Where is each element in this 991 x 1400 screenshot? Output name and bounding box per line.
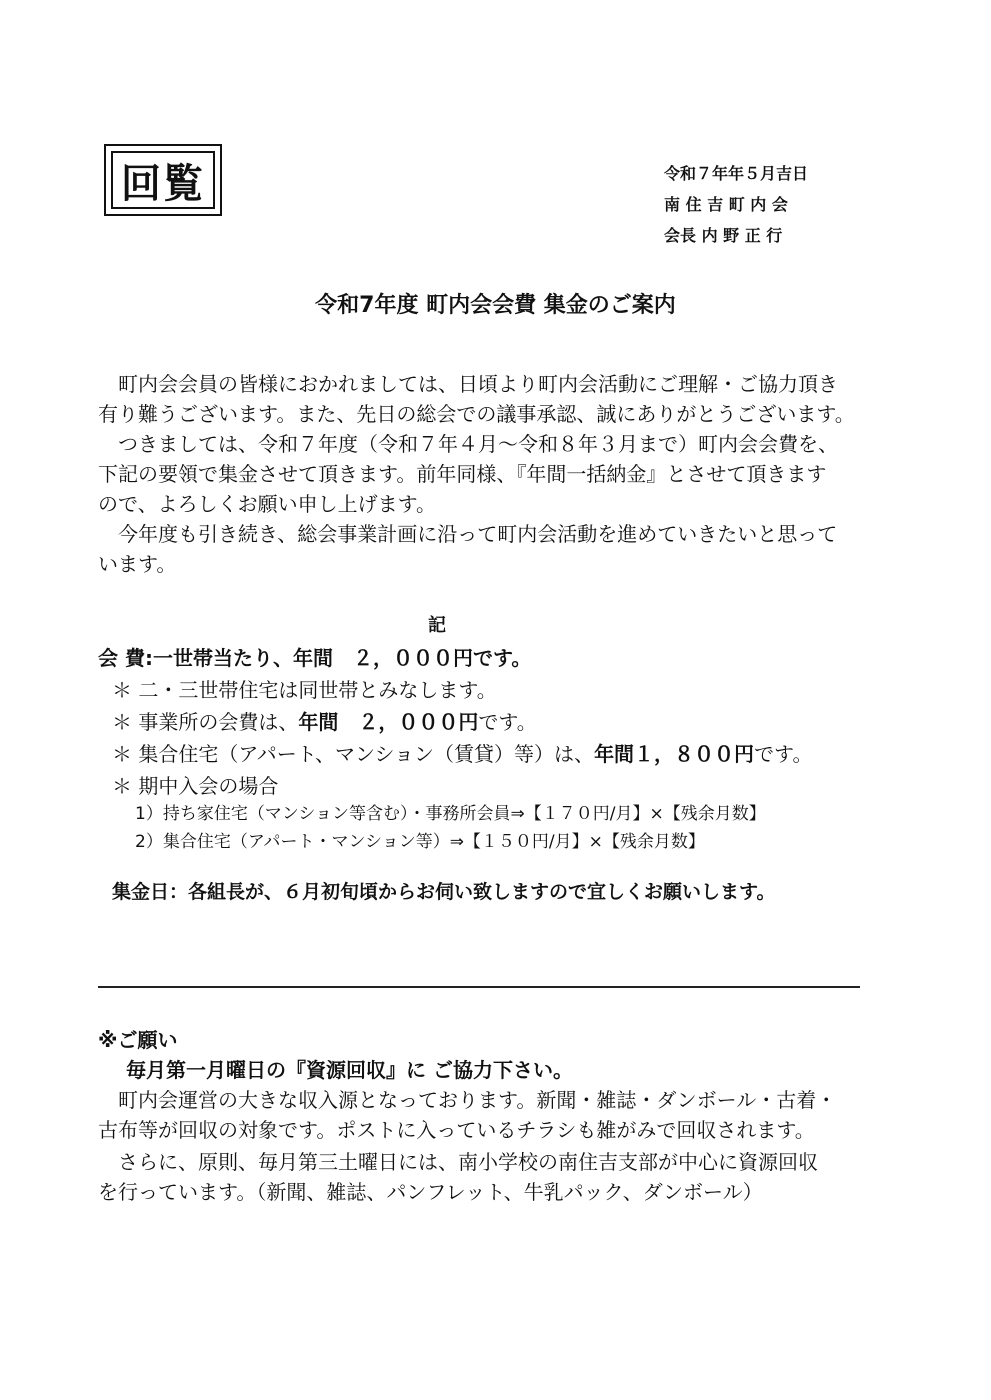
request-heading: ※ご願い [98, 1028, 178, 1052]
request-line: 古布等が回収の対象です。ポストに入っているチラシも雑がみで回収されます。 [98, 1118, 815, 1142]
fee-note-apartment-label: ＊ 集合住宅（アパート、マンション（賃貸）等）は、 [112, 742, 595, 766]
intro-line: 下記の要領で集金させて頂きます。前年同様、『年間一括納金』とさせて頂きます [98, 462, 827, 486]
section-divider [98, 986, 860, 988]
fee-note-office-label: ＊ 事業所の会費は、 [112, 710, 299, 734]
fee-note-office-suffix: です。 [478, 710, 537, 734]
president-name: 会長 内 野 正 行 [664, 226, 783, 245]
request-line: を行っています。（新聞、雑誌、パンフレット、牛乳パック、ダンボール） [98, 1180, 763, 1204]
intro-line: ので、よろしくお願い申し上げます。 [98, 492, 436, 516]
request-subheading: 毎月第一月曜日の『資源回収』に ご協力下さい。 [126, 1058, 573, 1082]
fee-note-multigeneration: ＊ 二・三世帯住宅は同世帯とみなします。 [112, 678, 497, 702]
fee-midterm-owner: 1）持ち家住宅（マンション等含む）・事務所会員⇒【１７０円/月】×【残余月数】 [135, 804, 766, 824]
issue-date: 令和７年年５月吉日 [664, 164, 809, 183]
collection-day: 集金日：各組長が、６月初旬頃からお伺い致しますので宜しくお願いします。 [112, 881, 776, 903]
fee-note-apartment-suffix: です。 [754, 742, 813, 766]
fee-note-apartment [112, 740, 812, 768]
fee-note-office [112, 708, 537, 736]
document-title: 令和7年度 町内会会費 集金のご案内 [315, 293, 676, 318]
fee-main: 会 費:一世帯当たり、年間 ２，０００円です。 [98, 646, 532, 670]
intro-line: 有り難うございます。また、先日の総会での議事承認、誠にありがとうございます。 [98, 402, 855, 426]
ki-heading: 記 [428, 615, 446, 636]
intro-line: 今年度も引き続き、総会事業計画に沿って町内会活動を進めていきたいと思って [118, 522, 838, 546]
fee-midterm-apartment: 2）集合住宅（アパート・マンション等）⇒【１５０円/月】×【残余月数】 [135, 832, 705, 852]
request-line: 町内会運営の大きな収入源となっております。新聞・雑誌・ダンボール・古着・ [118, 1088, 837, 1112]
fee-note-office-amount: 年間 ２，０００円 [298, 710, 479, 734]
fee-note-apartment-amount: 年間１，８００円 [594, 742, 755, 766]
header-block [664, 158, 808, 251]
fee-note-midterm: ＊ 期中入会の場合 [112, 774, 279, 798]
circular-stamp [104, 144, 222, 216]
request-line: さらに、原則、毎月第三土曜日には、南小学校の南住吉支部が中心に資源回収 [118, 1150, 818, 1174]
organization-name: 南 住 吉 町 内 会 [664, 195, 788, 214]
intro-line: います。 [98, 552, 177, 576]
stamp-label: 回覧 [111, 151, 215, 209]
intro-line: つきましては、令和７年度（令和７年４月～令和８年３月まで）町内会会費を、 [118, 432, 838, 456]
intro-line: 町内会会員の皆様におかれましては、日頃より町内会活動にご理解・ご協力頂き [118, 372, 838, 396]
